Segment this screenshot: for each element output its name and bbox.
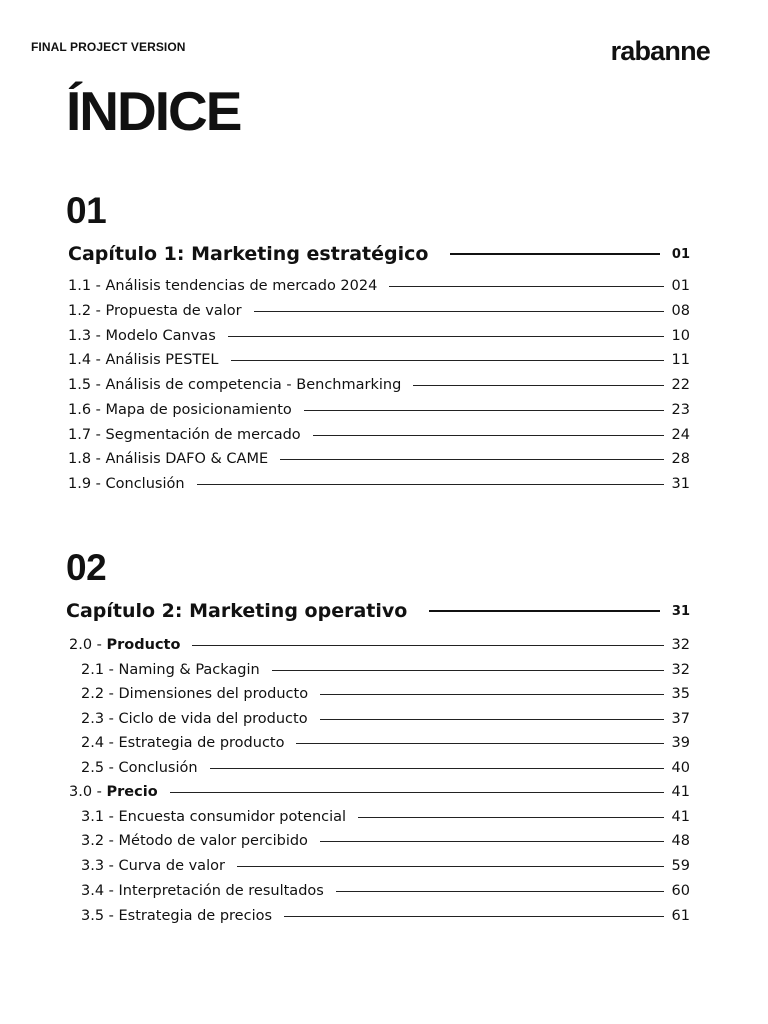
- chapter-2-page: 31: [671, 603, 690, 619]
- leader-line: [389, 286, 663, 287]
- leader-line: [170, 792, 664, 793]
- toc-entry-page: 23: [671, 402, 690, 418]
- leader-line: [358, 817, 664, 818]
- chapter-2-title: Capítulo 2: Marketing operativo: [66, 600, 408, 622]
- toc-entry-label: 3.4 - Interpretación de resultados: [81, 883, 324, 899]
- toc-section-label: [69, 637, 180, 653]
- toc-entry-label: 1.1 - Análisis tendencias de mercado 2024: [68, 278, 378, 294]
- toc-entry-page: 41: [671, 784, 690, 800]
- chapter-1-number: 01: [66, 190, 107, 231]
- chapter-1-title: Capítulo 1: Marketing estratégico: [68, 243, 429, 265]
- toc-entry-page: 37: [671, 711, 690, 727]
- leader-line: [450, 253, 659, 255]
- leader-line: [237, 866, 664, 867]
- chapter-1-entry[interactable]: [68, 243, 690, 265]
- toc-entry[interactable]: [68, 399, 690, 421]
- toc-entry-page: 11: [671, 352, 690, 368]
- toc-entry-label: 3.1 - Encuesta consumidor potencial: [81, 809, 347, 825]
- leader-line: [197, 484, 664, 485]
- toc-entry-label: 2.3 - Ciclo de vida del producto: [81, 711, 308, 727]
- toc-entry[interactable]: [68, 349, 690, 371]
- toc-section[interactable]: [69, 781, 690, 803]
- toc-entry-label: 1.6 - Mapa de posicionamiento: [68, 402, 292, 418]
- toc-entry[interactable]: [81, 732, 690, 754]
- leader-line: [231, 360, 664, 361]
- toc-section-number: 3.0 -: [69, 784, 107, 800]
- toc-entry[interactable]: [81, 683, 690, 705]
- toc-entry-label: 3.2 - Método de valor percibido: [81, 833, 308, 849]
- toc-entry[interactable]: [81, 880, 690, 902]
- leader-line: [228, 336, 664, 337]
- toc-entry-page: 32: [671, 662, 690, 678]
- toc-entry-page: 41: [671, 809, 690, 825]
- toc-entry[interactable]: [81, 855, 690, 877]
- toc-section-name: Precio: [106, 784, 158, 800]
- toc-entry[interactable]: [81, 830, 690, 852]
- document-version: FINAL PROJECT VERSION: [31, 40, 186, 54]
- leader-line: [320, 719, 664, 720]
- leader-line: [284, 916, 664, 917]
- chapter-1-page: 01: [671, 246, 690, 262]
- toc-entry[interactable]: [68, 473, 690, 495]
- toc-entry-page: 60: [671, 883, 690, 899]
- leader-line: [429, 610, 660, 612]
- toc-entry-label: 1.2 - Propuesta de valor: [68, 303, 242, 319]
- toc-entry-page: 40: [671, 760, 690, 776]
- toc-entry[interactable]: [81, 708, 690, 730]
- toc-entry[interactable]: [68, 325, 690, 347]
- toc-section-label: [69, 784, 158, 800]
- toc-entry-label: 1.9 - Conclusión: [68, 476, 185, 492]
- toc-entry-label: 1.5 - Análisis de competencia - Benchmarking: [68, 377, 402, 393]
- toc-entry[interactable]: [68, 424, 690, 446]
- leader-line: [272, 670, 664, 671]
- chapter-2-entry[interactable]: [66, 600, 690, 622]
- leader-line: [192, 645, 663, 646]
- leader-line: [336, 891, 664, 892]
- toc-entry-label: 1.4 - Análisis PESTEL: [68, 352, 219, 368]
- toc-entry-page: 39: [671, 735, 690, 751]
- toc-entry-page: 24: [671, 427, 690, 443]
- toc-entry-label: 1.8 - Análisis DAFO & CAME: [68, 451, 269, 467]
- toc-entry-page: 35: [671, 686, 690, 702]
- toc-entry-label: 2.5 - Conclusión: [81, 760, 198, 776]
- toc-section[interactable]: [69, 634, 690, 656]
- toc-entry-page: 08: [671, 303, 690, 319]
- toc-entry[interactable]: [68, 275, 690, 297]
- toc-entry-page: 28: [671, 451, 690, 467]
- toc-entry[interactable]: [81, 659, 690, 681]
- toc-entry-label: 2.2 - Dimensiones del producto: [81, 686, 309, 702]
- toc-entry[interactable]: [81, 806, 690, 828]
- chapter-2-number: 02: [66, 547, 107, 588]
- toc-entry-label: 2.4 - Estrategia de producto: [81, 735, 285, 751]
- toc-section-name: Producto: [106, 637, 181, 653]
- leader-line: [313, 435, 664, 436]
- toc-entry[interactable]: [68, 300, 690, 322]
- toc-entry[interactable]: [68, 374, 690, 396]
- leader-line: [320, 694, 663, 695]
- toc-entry-label: 1.7 - Segmentación de mercado: [68, 427, 301, 443]
- leader-line: [413, 385, 663, 386]
- toc-entry-label: 3.5 - Estrategia de precios: [81, 908, 273, 924]
- toc-entry-label: 3.3 - Curva de valor: [81, 858, 225, 874]
- leader-line: [210, 768, 664, 769]
- toc-entry-page: 01: [671, 278, 690, 294]
- toc-entry-page: 31: [671, 476, 690, 492]
- toc-entry-page: 61: [671, 908, 690, 924]
- leader-line: [254, 311, 664, 312]
- leader-line: [304, 410, 664, 411]
- toc-section-number: 2.0 -: [69, 637, 107, 653]
- page-title: ÍNDICE: [66, 80, 241, 142]
- brand-logo: rabanne: [610, 36, 710, 66]
- toc-entry-page: 48: [671, 833, 690, 849]
- leader-line: [320, 841, 664, 842]
- leader-line: [280, 459, 663, 460]
- toc-entry[interactable]: [81, 757, 690, 779]
- toc-entry-page: 59: [671, 858, 690, 874]
- toc-entry[interactable]: [68, 448, 690, 470]
- leader-line: [296, 743, 663, 744]
- toc-entry-page: 32: [671, 637, 690, 653]
- toc-entry[interactable]: [81, 905, 690, 927]
- toc-entry-page: 22: [671, 377, 690, 393]
- toc-entry-label: 1.3 - Modelo Canvas: [68, 328, 216, 344]
- toc-entry-page: 10: [671, 328, 690, 344]
- toc-entry-label: 2.1 - Naming & Packagin: [81, 662, 260, 678]
